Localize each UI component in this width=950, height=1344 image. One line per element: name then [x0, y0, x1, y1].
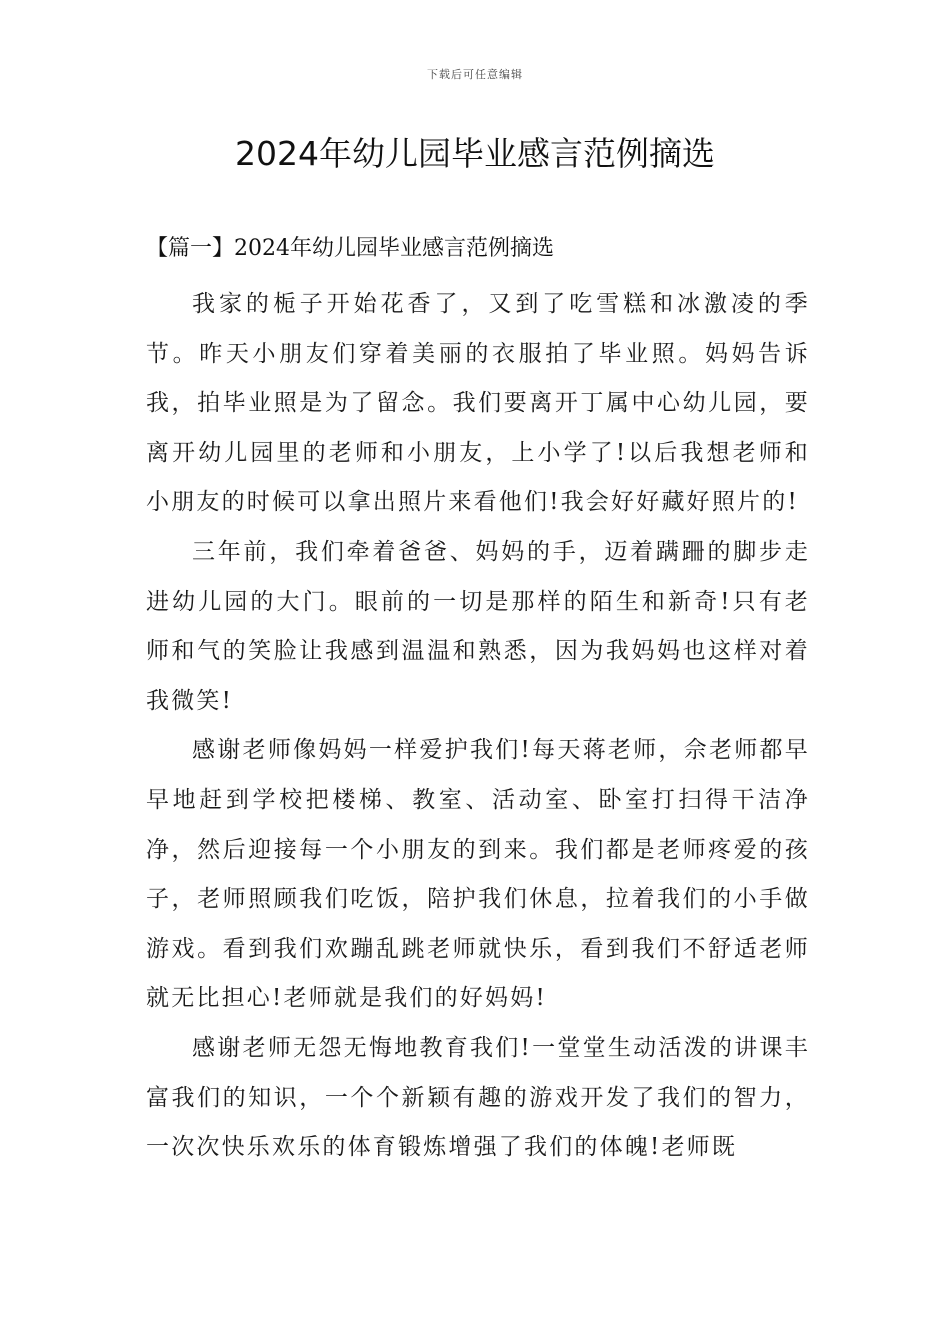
body-text	[146, 280, 810, 1173]
paragraph-3: 感谢老师像妈妈一样爱护我们!每天蒋老师，佘老师都早早地赶到学校把楼梯、教室、活动室、卧室打扫得干洁净净，然后迎接每一个小朋友的到来。我们都是老师疼爱的孩子，老师照顾我们吃饭，陪护我们休息，拉着我们的小手做游戏。看到我们欢蹦乱跳老师就快乐，看到我们不舒适老师就无比担心!老师就是我们的好妈妈!	[146, 737, 810, 1012]
paragraph-1: 我家的栀子开始花香了，又到了吃雪糕和冰激凌的季节。昨天小朋友们穿着美丽的衣服拍了毕业照。妈妈告诉我，拍毕业照是为了留念。我们要离开丁属中心幼儿园，要离开幼儿园里的老师和小朋友，上小学了!以后我想老师和小朋友的时候可以拿出照片来看他们!我会好好藏好照片的!	[146, 291, 810, 516]
document-title: 2024年幼儿园毕业感言范例摘选	[235, 134, 715, 173]
section-heading: 【篇一】2024年幼儿园毕业感言范例摘选	[146, 236, 554, 261]
header-note: 下载后可任意编辑	[427, 68, 523, 81]
paragraph-4: 感谢老师无怨无悔地教育我们!一堂堂生动活泼的讲课丰富我们的知识，一个个新颖有趣的游戏开发了我们的智力，一次次快乐欢乐的体育锻炼增强了我们的体魄!老师既	[146, 1034, 810, 1161]
paragraph-2: 三年前，我们牵着爸爸、妈妈的手，迈着蹒跚的脚步走进幼儿园的大门。眼前的一切是那样的陌生和新奇!只有老师和气的笑脸让我感到温温和熟悉，因为我妈妈也这样对着我微笑!	[146, 538, 810, 714]
